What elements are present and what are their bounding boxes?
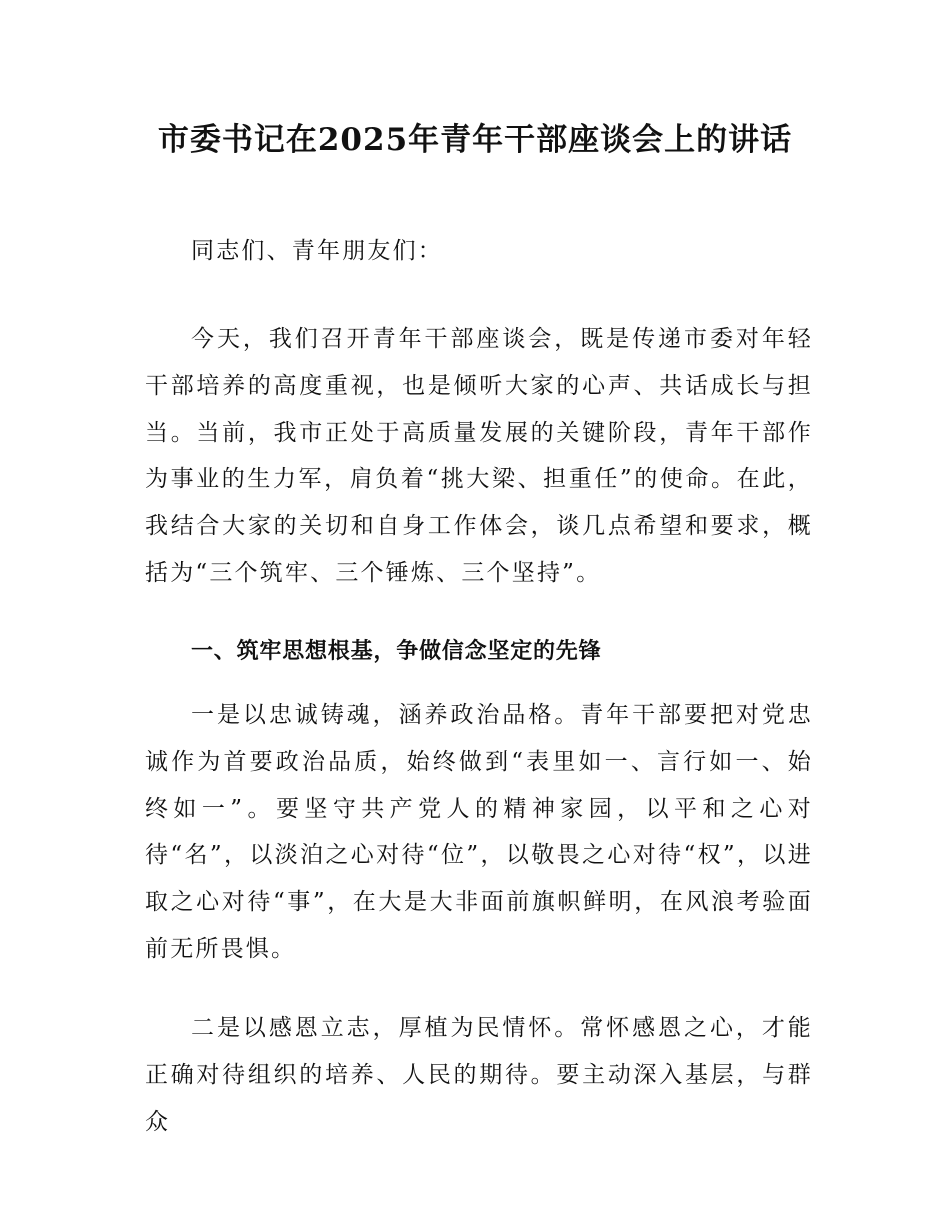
intro-paragraph: 今天，我们召开青年干部座谈会，既是传递市委对年轻干部培养的高度重视，也是倾听大家的心声、共话成长与担当。当前，我市正处于高质量发展的关键阶段，青年干部作为事业的生力军，肩负着“挑大梁、担重任”的使命。在此，我结合大家的关切和自身工作体会，谈几点希望和要求，概括为“三个筑牢、三个锤炼、三个坚持”。 xyxy=(145,326,813,586)
greeting-paragraph: 同志们、青年朋友们： xyxy=(191,238,443,264)
second-point-paragraph: 二是以感恩立志，厚植为民情怀。常怀感恩之心，才能正确对待组织的培养、人民的期待。要主动深入基层，与群众 xyxy=(145,1015,813,1135)
first-point-paragraph: 一是以忠诚铸魂，涵养政治品格。青年干部要把对党忠诚作为首要政治品质，始终做到“表里如一、言行如一、始终如一”。要坚守共产党人的精神家园，以平和之心对待“名”，以淡泊之心对待“位”，以敬畏之心对待“权”，以进取之心对待“事”，在大是大非面前旗帜鲜明，在风浪考验面前无所畏惧。 xyxy=(145,702,813,962)
document-title: 市委书记在2025年青年干部座谈会上的讲话 xyxy=(157,122,793,158)
section-one-heading: 一、筑牢思想根基，争做信念坚定的先锋 xyxy=(191,639,602,664)
